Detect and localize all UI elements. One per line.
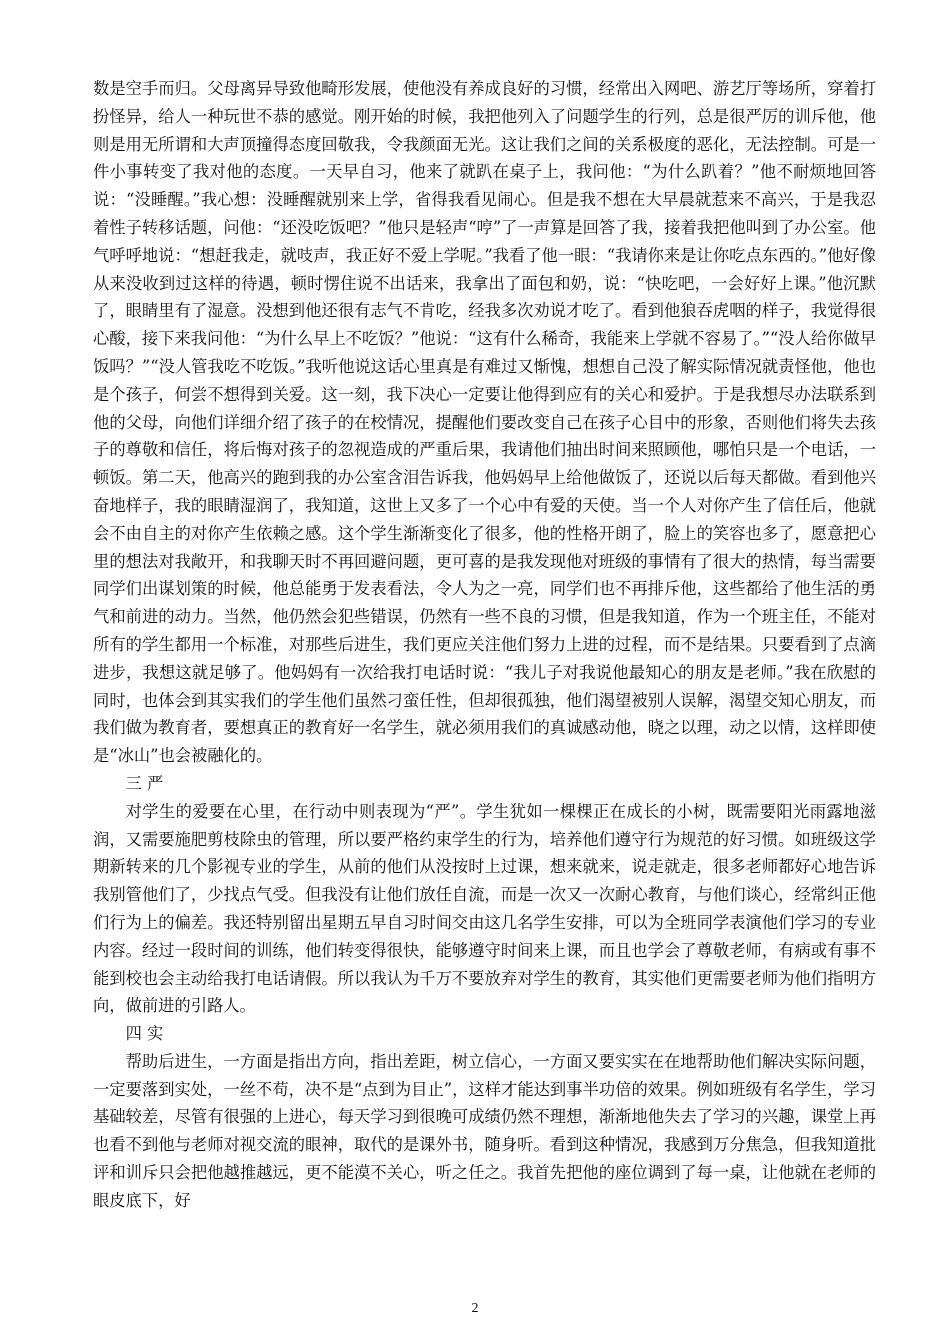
section-heading-san-yan: 三 严 (125, 773, 164, 793)
body-paragraph-2: 对学生的爱要在心里，在行动中则表现为“严”。学生犹如一棵棵正在成长的小树，既需要阳光雨露地滋润，又需要施肥剪枝除虫的管理，所以要严格约束学生的行为，培养他们遵守行为规范的好习惯。如班级这学期新转来的几个影视专业的学生，从前的他们从没按时上过课，想来就来，说走就走，很多老师都好心地告诉我别管他们了，少找点气受。但我没有让他们放任自流，而是一次又一次耐心教育，与他们谈心，经常纠正他们行为上的偏差。我还特别留出星期五早自习时间交由这几名学生安排，可以为全班同学表演他们学习的专业内容。经过一段时间的训练，他们转变得很快，能够遵守时间来上课，而且也学会了尊敬老师，有病或有事不能到校也会主动给我打电话请假。所以我认为千万不要放弃对学生的教育，其实他们更需要老师为他们指明方向，做前进的引路人。 (93, 801, 876, 1016)
section-heading-si-shi: 四 实 (125, 1024, 164, 1044)
document-page (93, 75, 876, 1215)
body-paragraph-1: 数是空手而归。父母离异导致他畸形发展，使他没有养成良好的习惯，经常出入网吧、游艺厅等场所，穿着打扮怪异，给人一种玩世不恭的感觉。刚开始的时候，我把他列入了问题学生的行列，总是很严厉的训斥他，他则是用无所谓和大声顶撞得态度回敬我，令我颜面无光。这让我们之间的关系极度的恶化，无法控制。可是一件小事转变了我对他的态度。一天早自习，他来了就趴在桌子上，我问他：“为什么趴着？”他不耐烦地回答说：“没睡醒。”我心想：没睡醒就别来上学，省得我看见闹心。但是我不想在大早晨就惹来不高兴，于是我忍着性子转移话题，问他：“还没吃饭吧？”他只是轻声“哼”了一声算是回答了我，接着我把他叫到了办公室。他气呼呼地说：“想赶我走，就吱声，我正好不爱上学呢。”我看了他一眼：“我请你来是让你吃点东西的。”他好像从来没收到过这样的待遇，顿时愣住说不出话来，我拿出了面包和奶，说：“快吃吧，一会好好上课。”他沉默了，眼睛里有了湿意。没想到他还很有志气不肯吃，经我多次劝说才吃了。看到他狼吞虎咽的样子，我觉得很心酸，接下来我问他：“为什么早上不吃饭？”他说：“这有什么稀奇，我能来上学就不容易了。”“没人给你做早饭吗？”“没人管我吃不吃饭。”我听他说这话心里真是有难过又惭愧，想想自己没了解实际情况就责怪他，他也是个孩子，何尝不想得到关爱。这一刻，我下决心一定要让他得到应有的关心和爱护。于是我想尽办法联系到他的父母，向他们详细介绍了孩子的在校情况，提醒他们要改变自己在孩子心目中的形象，否则他们将失去孩子的尊敬和信任，将后悔对孩子的忽视造成的严重后果，我请他们抽出时间来照顾他，哪怕只是一个电话，一顿饭。第二天，他高兴的跑到我的办公室含泪告诉我，他妈妈早上给他做饭了，还说以后每天都做。看到他兴奋地样子，我的眼睛湿润了，我知道，这世上又多了一个心中有爱的天使。当一个人对你产生了信任后，他就会不由自主的对你产生依赖之感。这个学生渐渐变化了很多，他的性格开朗了，脸上的笑容也多了，愿意把心里的想法对我敞开，和我聊天时不再回避问题，更可喜的是我发现他对班级的事情有了很大的热情，每当需要同学们出谋划策的时候，他总能勇于发表看法，令人为之一亮，同学们也不再排斥他，这些都给了他生活的勇气和前进的动力。当然，他仍然会犯些错误，仍然有一些不良的习惯，但是我知道，作为一个班主任，不能对所有的学生都用一个标准，对那些后进生，我们更应关注他们努力上进的过程，而不是结果。只要看到了点滴进步，我想这就足够了。他妈妈有一次给我打电话时说：“我儿子对我说他最知心的朋友是老师。”我在欣慰的同时，也体会到其实我们的学生他们虽然刁蛮任性，但却很孤独，他们渴望被别人误解，渴望交知心朋友，而我们做为教育者，要想真正的教育好一名学生，就必须用我们的真诚感动他，晓之以理，动之以情，这样即使是“冰山”也会被融化的。 (93, 79, 876, 766)
page-number: 2 (471, 1301, 479, 1316)
body-paragraph-3: 帮助后进生，一方面是指出方向，指出差距，树立信心，一方面又要实实在在地帮助他们解决实际问题，一定要落到实处，一丝不苟，决不是“点到为目止”，这样才能达到事半功倍的效果。例如班级有名学生，学习基础较差，尽管有很强的上进心，每天学习到很晚可成绩仍然不理想，渐渐地他失去了学习的兴趣，课堂上再也看不到他与老师对视交流的眼神，取代的是课外书，随身听。看到这种情况，我感到万分焦急，但我知道批评和训斥只会把他越推越远，更不能漠不关心，听之任之。我首先把他的座位调到了每一桌，让他就在老师的眼皮底下，好 (93, 1051, 876, 1210)
